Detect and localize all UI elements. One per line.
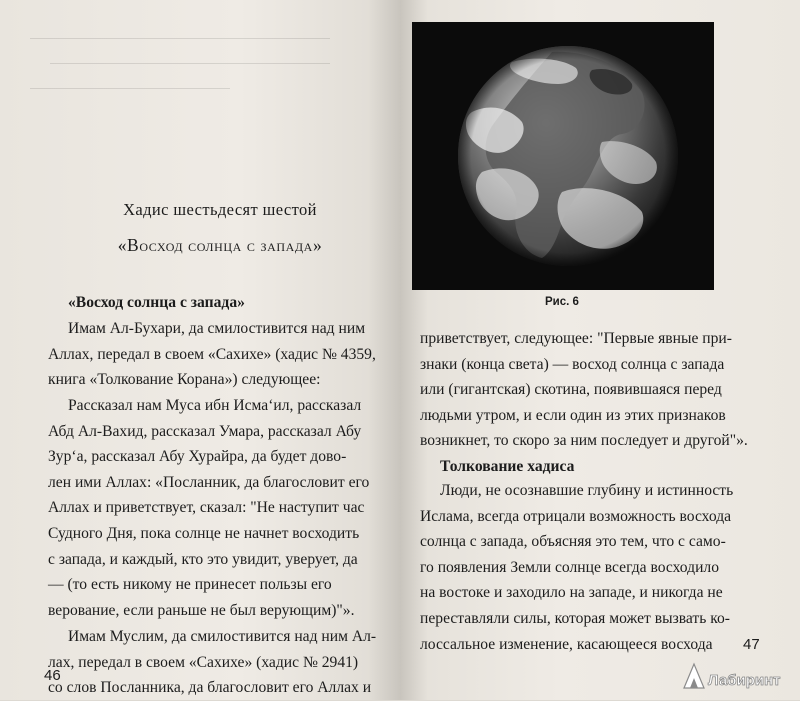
left-page-number: 46	[44, 667, 61, 684]
text-line: го появления Земли солнце всегда восходило	[420, 558, 720, 576]
text-line: или (гигантская) скотина, появившаяся перед	[420, 381, 722, 399]
text-line: приветствует, следующее: "Первые явные при-	[420, 330, 732, 347]
labirint-logo-icon	[678, 654, 794, 694]
left-page	[0, 0, 400, 700]
text-line: возникнет, то скоро за ним последует и другой"».	[420, 432, 748, 450]
left-paragraph-1	[48, 316, 382, 393]
text-line: Люди, не осознавшие глубину и истинность	[440, 482, 734, 499]
text-line: Абд Ал-Вахид, рассказал Умара, рассказал Абу	[48, 422, 362, 440]
right-section-heading: Толкование хадиса	[440, 458, 575, 475]
text-line: знаки (конца света) — восход солнца с запада	[420, 355, 725, 373]
left-paragraph-2	[48, 393, 382, 623]
text-line: со слов Посланника, да благословит его Аллах и	[48, 679, 372, 697]
figure-caption: Рис. 6	[545, 296, 579, 308]
text-line: Аллах и приветствует, сказал: "Не наступит час	[48, 499, 365, 517]
text-line: — (то есть никому не принесет пользы его	[48, 576, 332, 594]
show-through-text	[30, 28, 370, 138]
text-line: Аллах, передал в своем «Сахихе» (хадис № 4359,	[48, 345, 376, 363]
text-line: людьми утром, и если один из этих признаков	[420, 406, 726, 424]
text-line: солнца с запада, объясняя это тем, что с само-	[420, 533, 726, 551]
labirint-watermark	[678, 654, 794, 694]
watermark-text: Лабиринт	[708, 672, 781, 689]
text-line: на востоке и заходило на западе, и никогда не	[420, 584, 723, 602]
text-line: переставляли силы, которая может вызвать ко-	[420, 609, 731, 627]
text-line: с запада, и каждый, кто это увидит, уверует, да	[48, 550, 358, 568]
text-line: Имам Муслим, да смилостивится над ним Ал-	[68, 628, 377, 645]
text-line: Судного Дня, пока солнце не начнет восходить	[48, 524, 360, 542]
text-line: лен ими Аллах: «Посланник, да благословит его	[48, 473, 370, 491]
text-line: Рассказал нам Муса ибн Исмаʻил, рассказал	[68, 397, 362, 414]
text-line: верование, если раньше не был верующим)"».	[48, 601, 355, 619]
text-line: Зурʻа, рассказал Абу Хурайра, да будет дово-	[48, 448, 347, 466]
text-line: лах, передал в своем «Сахихе» (хадис № 2941)	[48, 653, 359, 671]
earth-globe-icon	[412, 22, 714, 290]
text-line: лоссальное изменение, касающееся восхода	[420, 635, 713, 653]
earth-photo	[412, 22, 714, 290]
left-section-heading: «Восход солнца с запада»	[68, 294, 245, 311]
hadith-number-title: Хадис шестьдесят шестой	[123, 200, 317, 219]
hadith-title: «Восход солнца с запада»	[117, 235, 323, 255]
right-paragraph-1	[420, 326, 754, 454]
left-paragraph-3	[48, 624, 382, 701]
right-paragraph-2	[420, 478, 754, 657]
text-line: Имам Ал-Бухари, да смилостивится над ним	[68, 320, 366, 337]
right-page-number: 47	[743, 636, 760, 653]
text-line: Ислама, всегда отрицали возможность восхода	[420, 507, 732, 525]
text-line: книга «Толкование Корана») следующее:	[48, 371, 321, 389]
